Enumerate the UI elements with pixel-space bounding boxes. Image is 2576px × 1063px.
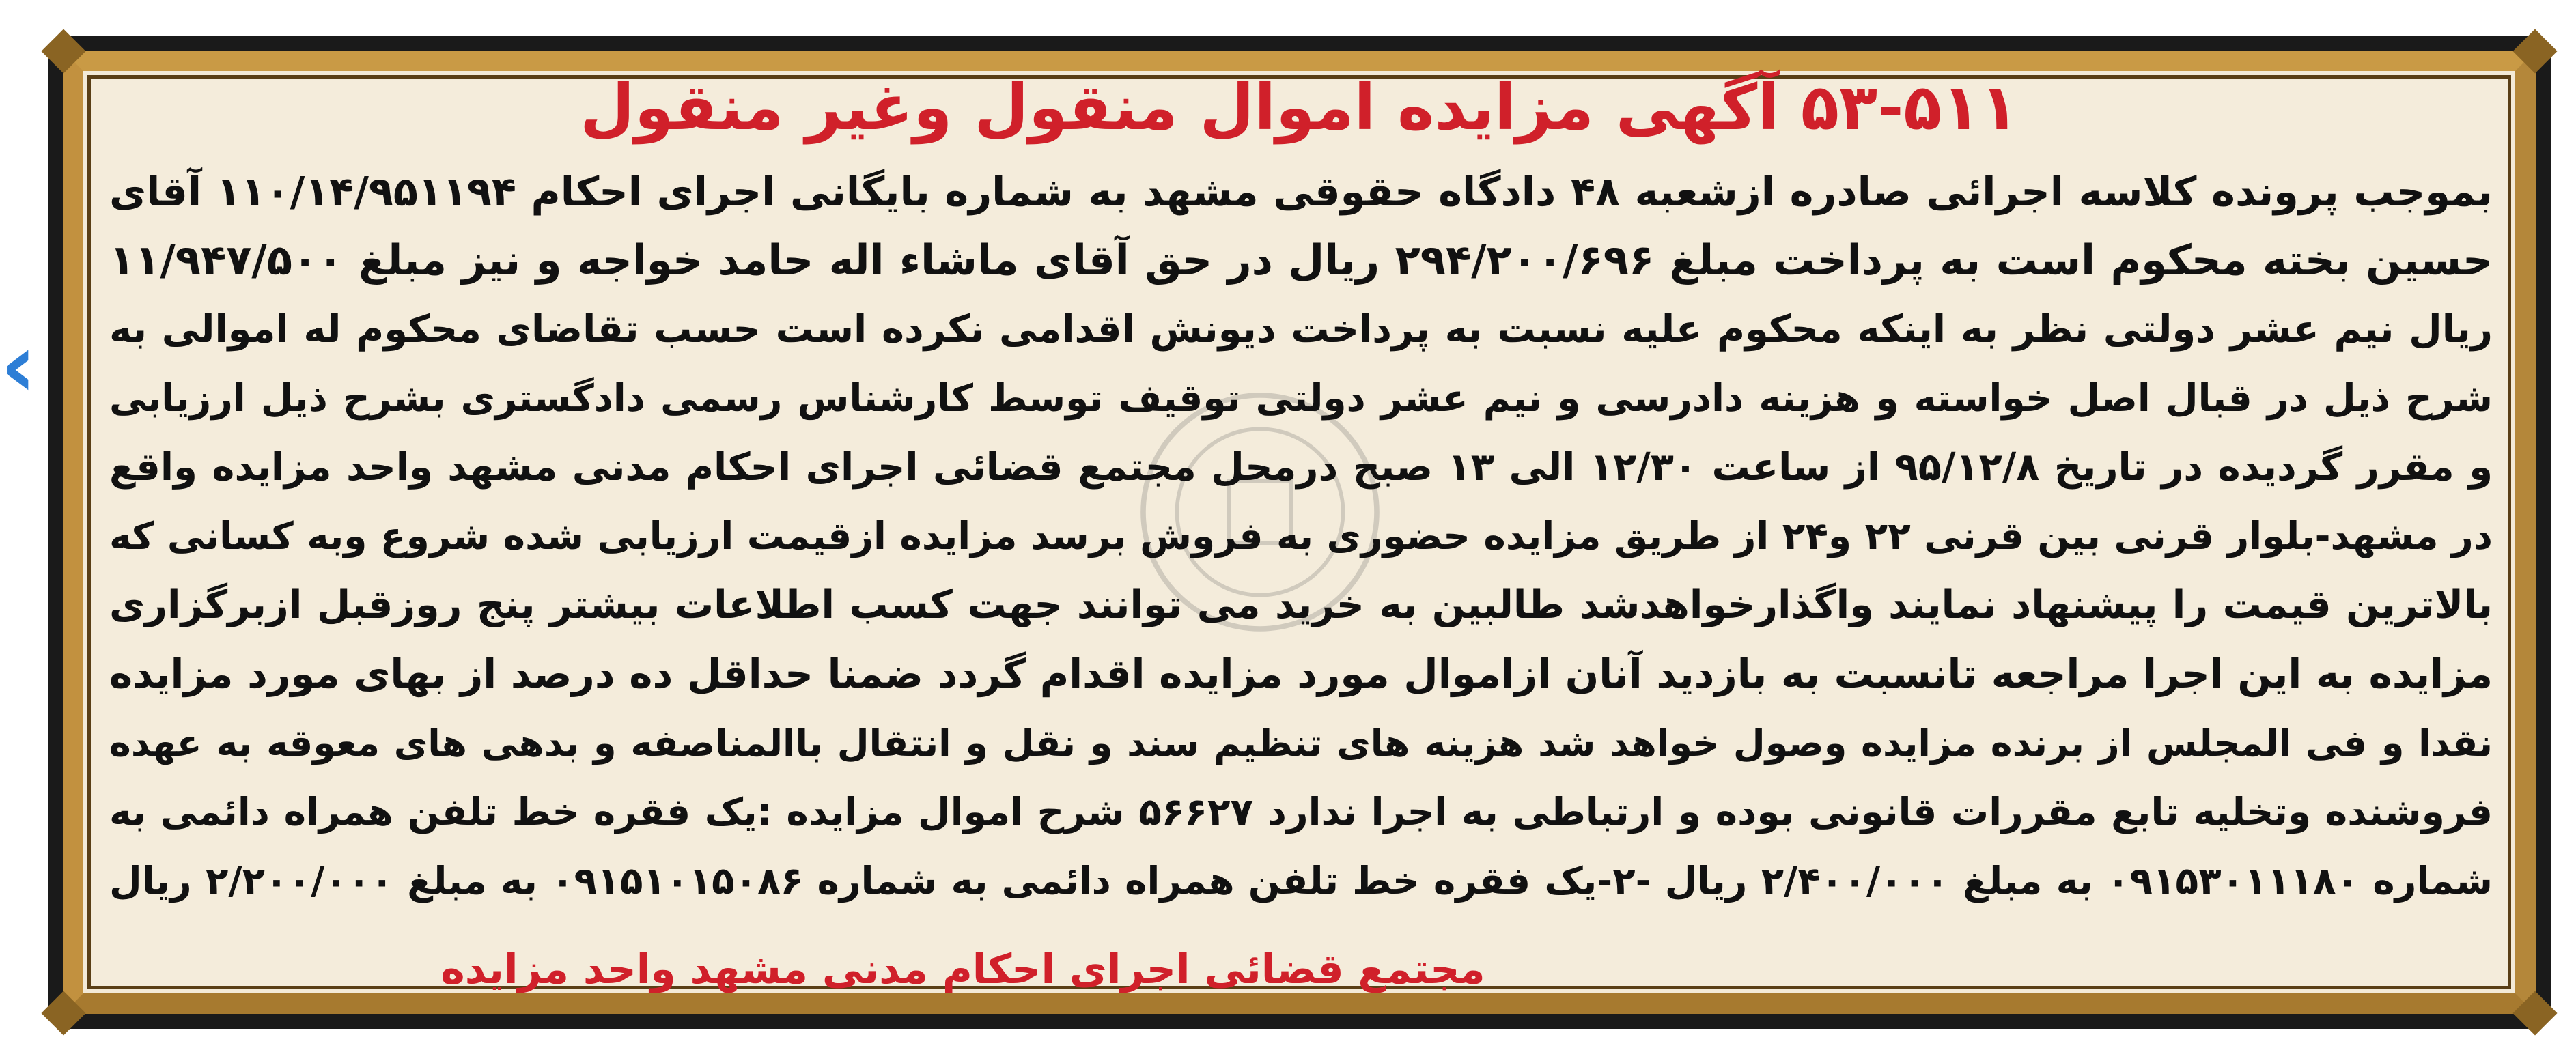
notice-line: در مشهد-بلوار قرنی بین قرنی ۲۲ و۲۴ از طریق مزایده حضوری به فروش برسد مزایده ازقیمت ارزیابی شده شروع وبه کسانی که	[109, 514, 2493, 558]
notice-line: شماره ۰۹۱۵۳۰۱۱۱۸۰ به مبلغ ۲/۴۰۰/۰۰۰ ریال -۲-یک فقره خط تلفن همراه دائمی به شماره ۰۹۱۵۱۰۱۵۰۸۶ به مبلغ ۲/۲۰۰/۰۰۰ ریال	[109, 859, 2493, 903]
notice-body	[109, 157, 2493, 916]
notice-line: شرح ذیل در قبال اصل خواسته و هزینه دادرسی و نیم عشر دولتی توقیف توسط کارشناس رسمی دادگستری بشرح ذیل ارزیابی	[109, 376, 2493, 420]
partial-logo-icon: ‹	[0, 313, 37, 417]
notice-line: فروشنده وتخلیه تابع مقررات قانونی بوده و ارتباطی به اجرا ندارد ۵۶۶۲۷ شرح اموال مزایده :یک فقره خط تلفن همراه دائمی به	[109, 790, 2493, 834]
notice-line: ریال نیم عشر دولتی نظر به اینکه محکوم علیه نسبت به پرداخت دیونش اقدامی نکرده است حسب تقاضای محکوم له اموالی به	[109, 307, 2493, 352]
notice-line: بموجب پرونده کلاسه اجرائی صادره ازشعبه ۴۸ دادگاه حقوقی مشهد به شماره بایگانی اجرای احکام ۱۱۰/۱۴/۹۵۱۱۹۴ آقای	[109, 168, 2493, 215]
notice-line: نقدا و فی المجلس از برنده مزایده وصول خواهد شد هزینه های تنظیم سند و نقل و انتقال باالمناصفه و بدهی های معوقه به عهده	[109, 722, 2493, 765]
notice-line: و مقرر گردیده در تاریخ ۹۵/۱۲/۸ از ساعت ۱۲/۳۰ الی ۱۳ صبح درمحل مجتمع قضائی اجرای احکام مدنی مشهد واحد مزایده واقع	[109, 445, 2493, 490]
notice-title: ۵۳-۵۱۱ آگهی مزایده اموال منقول وغیر منقول	[580, 71, 2019, 144]
notice-line: حسین بخته محکوم است به پرداخت مبلغ ۲۹۴/۲۰۰/۶۹۶ ریال در حق آقای ماشاء اله حامد خواجه و نیز مبلغ ۱۱/۹۴۷/۵۰۰	[109, 236, 2493, 285]
notice-line: بالاترین قیمت را پیشنهاد نمایند واگذارخواهدشد طالبین به خرید می توانند جهت کسب اطلاعات بیشتر پنج روزقبل ازبرگزاری	[109, 582, 2493, 627]
notice-line: مزایده به این اجرا مراجعه تانسبت به بازدید آنان ازاموال مورد مزایده اقدام گردد ضمنا حداقل ده درصد از بهای مورد مزایده	[109, 651, 2493, 697]
issuer-signature: مجتمع قضائی اجرای احکام مدنی مشهد واحد مزایده	[440, 946, 1485, 993]
